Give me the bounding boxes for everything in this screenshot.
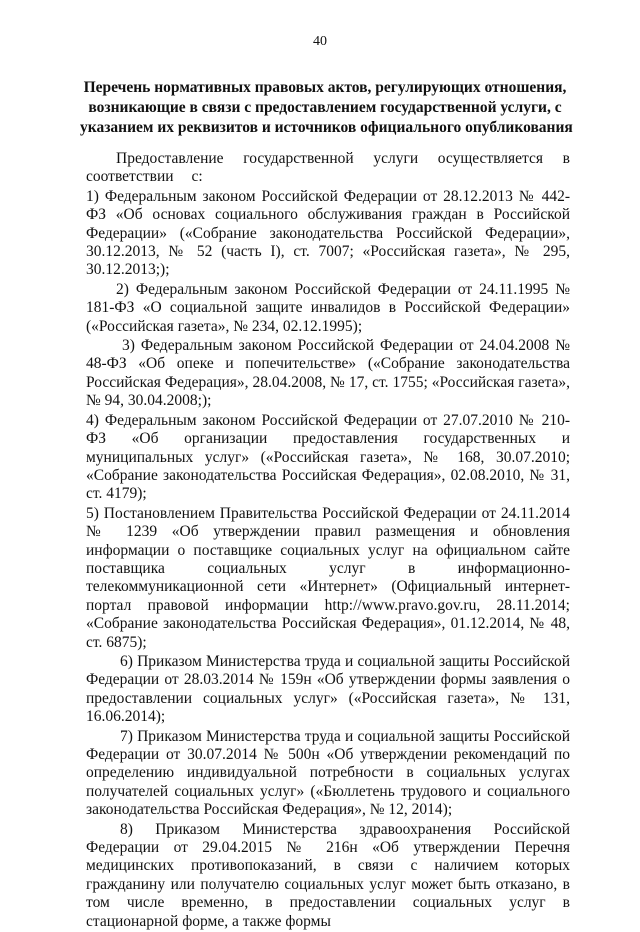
list-item-6: 6) Приказом Министерства труда и социальной защиты Российской Федерации от 28.03.2014 № 159н «Об утверждении формы заявления о предоставлении социальных услуг» («Российская газета», № 131, 16.06.2014); <box>86 652 570 726</box>
list-item-4: 4) Федеральным законом Российской Федерации от 27.07.2010 № 210-ФЗ «Об организации предоставления государственных и муниципальных услуг» («Российская газета», № 168, 30.07.2010; «Собрание законодательства Российская Федерация», 02.08.2010, № 31, ст. 4179); <box>86 411 570 503</box>
page-number: 40 <box>313 34 327 49</box>
document-title <box>80 78 573 138</box>
title-line-3: указанием их реквизитов и источников официального опубликования <box>80 119 573 136</box>
list-item-8: 8) Приказом Министерства здравоохранения Российской Федерации от 29.04.2015 № 216н «Об утверждении Перечня медицинских противопоказаний, в связи с наличием которых гражданину или получателю социальных услуг может быть отказано, в том числе временно, в предоставлении социальных услуг в стационарной форме, а также формы <box>86 820 570 930</box>
document-body <box>86 150 570 932</box>
list-item-7: 7) Приказом Министерства труда и социальной защиты Российской Федерации от 30.07.2014 № 500н «Об утверждении рекомендаций по определению индивидуальной потребности в социальных услугах получателей социальных услуг» («Бюллетень трудового и социального законодательства Российская Федерация», № 12, 2014); <box>86 727 570 819</box>
list-item-1: 1) Федеральным законом Российской Федерации от 28.12.2013 № 442-ФЗ «Об основах социального обслуживания граждан в Российской Федерации» («Собрание законодательства Российской Федерации», 30.12.2013, № 52 (часть I), ст. 7007; «Российская газета», № 295, 30.12.2013;); <box>86 187 570 279</box>
list-item-2: 2) Федеральным законом Российской Федерации от 24.11.1995 № 181-ФЗ «О социальной защите инвалидов в Российской Федерации» («Российская газета», № 234, 02.12.1995); <box>86 280 570 335</box>
title-line-1: Перечень нормативных правовых актов, регулирующих отношения, <box>83 79 567 96</box>
title-line-2: возникающие в связи с предоставлением государственной услуги, с <box>88 99 562 116</box>
list-item-5: 5) Постановлением Правительства Российской Федерации от 24.11.2014 № 1239 «Об утверждении правил размещения и обновления информации о поставщике социальных услуг на официальном сайте поставщика социальных услуг в информационно-телекоммуникационной сети «Интернет» (Официальный интернет-портал правовой информации http://www.pravo.gov.ru, 28.11.2014; «Собрание законодательства Российская Федерация», 01.12.2014, № 48, ст. 6875); <box>86 504 570 651</box>
intro-paragraph: Предоставление государственной услуги осуществляется в соответствии с: <box>86 150 570 186</box>
list-item-3: 3) Федеральным законом Российской Федерации от 24.04.2008 № 48-ФЗ «Об опеке и попечительстве» («Собрание законодательства Российская Федерация», 28.04.2008, № 17, ст. 1755; «Российская газета», № 94, 30.04.2008;); <box>86 337 570 410</box>
